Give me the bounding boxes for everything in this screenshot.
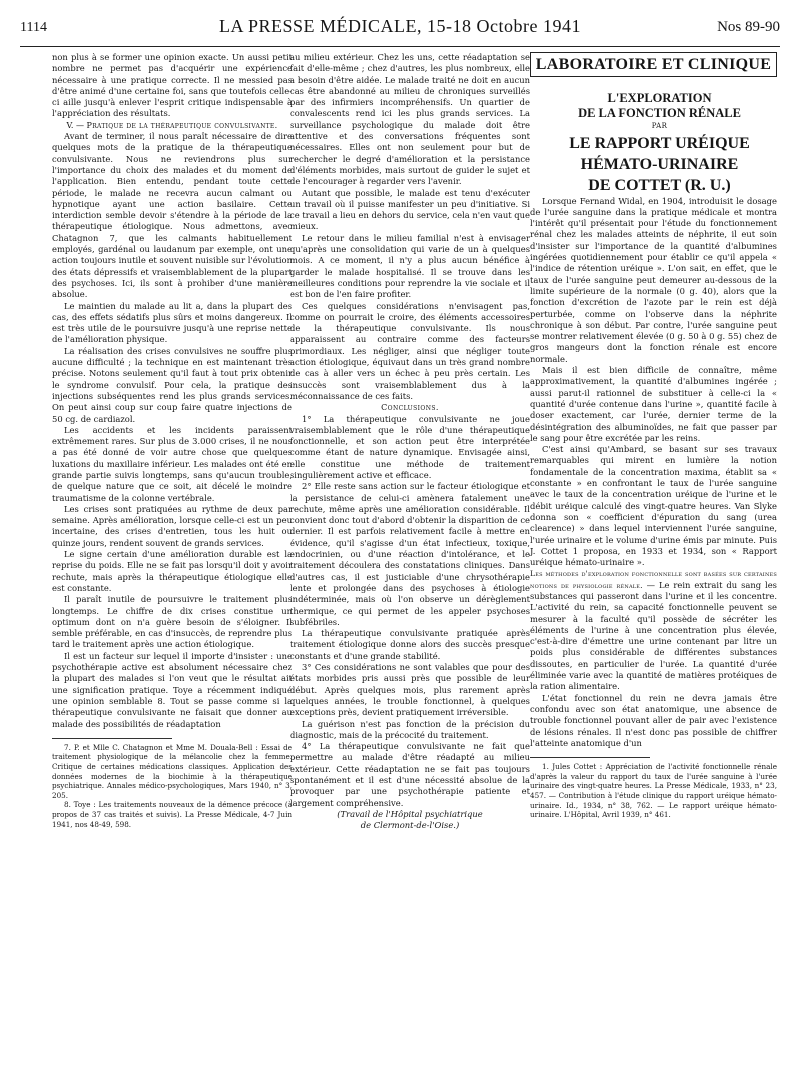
- paragraph: Avant de terminer, il nous paraît nécessaire de dire quelques mots de la pratique de la thérapeutique convulsivante. Nous ne reviendrons plus sur l'importance du choix des malades et du moment de l'application. Bien entendu, pendant toute cette période, le malade ne recevra aucun calmant ou hypnotique ayant une action basilaire. Cette interdiction semble devoir s'étendre à la période de la thérapeutique étiologique. Nous admettons, avec Chatagnon 7, que les calmants habituellement employés, gardénal ou laudanum par exemple, ont une action toujours inutile et souvent nuisible sur l'évolution des états dépressifs et vraisemblablement de la plupart des psychoses. Ici, ils sont à prohiber d'une manière absolue.: [52, 131, 292, 300]
- page-number: 1114: [20, 20, 47, 35]
- article-subtitle: L'EXPLORATION: [607, 91, 712, 106]
- section-banner: LABORATOIRE ET CLINIQUE: [530, 52, 777, 77]
- conclusion-item: 3° Ces considérations ne sont valables que pour des états morbides pris aussi près que possible de leur début. Après quelques mois, plus rarement après quelques années, le trouble fonctionnel, à quelques exceptions près, devient pratiquement irréversible.: [290, 662, 530, 718]
- footnote-8: 8. Toye : Les traitements nouveaux de la démence précoce (à propos de 37 cas traités et suivis). La Presse Médicale, 4-7 Juin 1941, nos 48-49, 598.: [52, 800, 292, 829]
- journal-title: LA PRESSE MÉDICALE, 15-18 Octobre 1941: [219, 16, 581, 36]
- paragraph: Il paraît inutile de poursuivre le traitement plus longtemps. Le chiffre de dix crises constitue un optimum dont on n'a guère besoin de s'éloigner. Il semble préférable, en cas d'insuccès, de reprendre plus tard le traitement après une action étiologique.: [52, 594, 292, 650]
- article-title: DE COTTET (R. U.): [588, 176, 731, 194]
- credit-line: de Clermont-de-l'Oise.): [360, 820, 460, 831]
- paragraph: Il est un facteur sur lequel il importe d'insister : une psychothérapie active est absolument nécessaire chez la plupart des malades si l'on veut que le résultat ait une signification pratique. Toye a récemment indiqué une opinion semblable 8. Tout se passe comme si la thérapeutique convulsivante ne faisait que donner au malade des possibilités de réadaptation: [52, 650, 292, 729]
- conclusion-item: 2° Elle reste sans action sur le facteur étiologique et la persistance de celui-ci amènera fatalement une rechute, même après une amélioration considérable. Il convient donc tout d'abord d'obtenir la disparition de ce dernier. Il est parfois relativement facile à mettre en évidence, qu'il s'agisse d'un état infectieux, toxique, endocrinien, ou d'une réaction d'intolérance, et le traitement découlera des constatations cliniques. Dans d'autres cas, il est justiciable d'une chrysothérapie lente et prolongée dans des psychoses à étiologie indéterminée, mais où l'on observe un dérèglement thermique, ce qui permet de les appeler psychoses subfébriles.: [290, 481, 530, 627]
- paragraph: Ces quelques considérations n'envisagent pas, comme on pourrait le croire, des éléments accessoires de la thérapeutique convulsivante. Ils nous apparaissent au contraire comme des facteurs primordiaux. Les négliger, ainsi que négliger toute action étiologique, équivaut dans un très grand nombre de cas à aller vers un échec à peu près certain. Les insuccès sont vraisemblablement dus à la méconnaissance de ces faits.: [290, 300, 530, 401]
- conclusion-item: La thérapeutique convulsivante pratiquée après traitement étiologique donne alors des succès presque constants et d'une grande stabilité.: [290, 628, 530, 661]
- article-subtitle: DE LA FONCTION RÉNALE: [578, 106, 741, 121]
- column-1: [52, 52, 292, 829]
- paragraph: [530, 568, 777, 692]
- credit-line: (Travail de l'Hôpital psychiatrique: [337, 808, 483, 819]
- paragraph: Le signe certain d'une amélioration durable est la reprise du poids. Elle ne se fait pas lorsqu'il doit y avoir rechute, mais après la thérapeutique étiologique elle est constante.: [52, 549, 292, 593]
- methods-text: — Le rein extrait du sang les substances qui passeront dans l'urine et il les concentre. L'activité du rein, sa capacité fonctionnelle peuvent se mesurer à la faculté qu'il possède de sécréter les éléments de l'urine à une concentration plus élevée, c'est-à-dire d'émettre une urine contenant par litre un poids plus considérable de différentes substances dissoutes, en particulier de l'urée. La quantité d'urée éliminée varie avec la quantité de matières protéiques de la ration alimentaire.: [530, 579, 777, 692]
- conclusion-item: 4° La thérapeutique convulsivante ne fait que permettre au malade d'être réadapté au milieu extérieur. Cette réadaptation ne se fait pas toujours spontanément et il est d'une nécessité absolue de la provoquer par une psychothérapie patiente et largement compréhensive.: [290, 741, 530, 808]
- footnote-divider: [52, 738, 172, 739]
- paragraph: Autant que possible, le malade est tenu d'exécuter un travail où il puisse manifester un peu d'initiative. Si ce travail a lieu en dehors du service, cela n'en vaut que mieux.: [290, 187, 530, 232]
- footnote-1: 1. Jules Cottet : Appréciation de l'activité fonctionnelle rénale d'après la valeur du rapport du taux de l'urée sanguine à l'urée urinaire des vingt-quatre heures. La Presse Médicale, 1933, n° 23, 457. — Contribution à l'étude clinique du rapport uréique hémato-urinaire. Id., 1934, n° 38, 762. — Le rapport uréique hémato-urinaire. L'Hôpital, Avril 1939, n° 461.: [530, 762, 777, 820]
- section-number: V. —: [66, 120, 87, 130]
- paragraph: non plus à se former une opinion exacte. Un aussi petit nombre ne permet pas d'acquérir une expérience nécessaire à une pratique correcte. Il ne messied pas d'être animé d'une certaine foi, sans que toutefois celle-ci aille jusqu'à enlever l'esprit critique indispensable à l'appréciation des résultats.: [52, 52, 292, 119]
- conclusions-heading: Conclusions.: [381, 403, 439, 413]
- header-rule: [20, 46, 780, 47]
- column-2: [290, 52, 530, 831]
- column-3: [530, 52, 777, 820]
- paragraph: au milieu extérieur. Chez les uns, cette réadaptation se fait d'elle-même ; chez d'autres, les plus nombreux, elle a besoin d'être aidée. Le malade traité ne doit en aucun cas être abandonné au milieu de chroniques surveillés par des infirmiers incompréhensifs. Un quartier de convalescents rend ici les plus grands services. La surveillance psychologique du malade doit être attentive et des conversations fréquentes sont nécessaires. Elles ont non seulement pour but de rechercher le degré d'amélioration et la persistance d'éléments morbides, mais surtout de guider le sujet et de l'encourager à regarder vers l'avenir.: [290, 52, 530, 187]
- paragraph: Le maintien du malade au lit a, dans la plupart des cas, des effets sédatifs plus sûrs et moins dangereux. Il est très utile de le poursuivre jusqu'à une reprise nette de l'amélioration physique.: [52, 300, 292, 345]
- article-title: HÉMATO-URINAIRE: [580, 155, 739, 173]
- paragraph: La réalisation des crises convulsives ne souffre plus aucune difficulté ; la technique en est maintenant très précise. Notons seulement qu'il faut à tout prix obtenir le syndrome convulsif. Pour cela, la pratique des injections subséquentes rend les plus grands services. On peut ainsi coup sur coup faire quatre injections de 50 cg. de cardiazol.: [52, 345, 292, 424]
- section-title: Pratique de la thérapeutique convulsivante.: [86, 120, 278, 130]
- paragraph: L'état fonctionnel du rein ne devra jamais être confondu avec son état anatomique, une absence de trouble fonctionnel pouvant aller de pair avec l'existence de lésions rénales. Il n'est donc pas possible de chiffrer l'atteinte anatomique d'un: [530, 692, 777, 748]
- issue-number: Nos 89-90: [717, 19, 780, 35]
- conclusion-item: La guérison n'est pas fonction de la précision du diagnostic, mais de la précocité du traitement.: [290, 718, 530, 740]
- conclusion-item: 1° La thérapeutique convulsivante ne joue vraisemblablement que le rôle d'une thérapeutique fonctionnelle, et son action peut être interprétée comme étant de nature dynamique. Envisagée ainsi, elle constitue une méthode de traitement singulièrement active et efficace.: [290, 413, 530, 480]
- paragraph: Les accidents et les incidents paraissent extrêmement rares. Sur plus de 3.000 crises, il ne nous a pas été donné de voir autre chose que quelques luxations du maxillaire inférieur. Les malades ont été en grande partie suivis longtemps, sans qu'aucun trouble, de quelque nature que ce soit, ait décelé le moindre traumatisme de la colonne vertébrale.: [52, 424, 292, 503]
- methods-heading: Les méthodes d'exploration fonctionnelle sont basées sur certaines notions de physiologie rénale.: [530, 569, 777, 590]
- footnote-7: 7. P. et Mlle C. Chatagnon et Mme M. Douala-Bell : Essai de traitement physiologique de la mélancolie chez la femme. Critique de certaines médications classiques. Application des données modernes de la biochimie à la thérapeutique psychiatrique. Annales médico-psychologiques, Mars 1940, n° 3, 205.: [52, 742, 292, 800]
- footnote-divider: [530, 757, 650, 758]
- page-header: [20, 4, 780, 44]
- paragraph: Lorsque Fernand Widal, en 1904, introduisit le dosage de l'urée sanguine dans la pratique médicale et montra l'intérêt qu'il présentait pour l'étude du fonctionnement rénal chez les malades atteints de néphrite, il eut soin d'insister sur l'importance de la quantité d'albumines ingérées quotidiennement pour établir ce qu'il appela « l'indice de rétention uréique ». L'on sait, en effet, que le taux de l'urée sanguine peut demeurer au-dessous de la limite supérieure de la normale (0 g. 40), alors que la fonction d'excrétion de l'azote par le rein est déjà perturbée, comme on l'observe dans la néphrite chronique à son début. Par contre, l'urée sanguine peut se montrer relativement élevée (0 g. 50 à 0 g. 55) chez de gros mangeurs dont la fonction rénale est encore normale.: [530, 195, 777, 364]
- article-par: PAR: [651, 122, 668, 131]
- article-title: LE RAPPORT URÉIQUE: [569, 134, 750, 152]
- paragraph: Les crises sont pratiquées au rythme de deux par semaine. Après amélioration, lorsque celle-ci est un peu incertaine, des crises d'entretien, tous les huit ou quinze jours, rendent souvent de grands services.: [52, 503, 292, 548]
- paragraph: Mais il est bien difficile de connaître, même approximativement, la quantité d'albumines ingérée ; aussi parut-il rationnel de substituer à celle-ci la « quantité d'urée contenue dans l'urine », quantité facile à doser exactement, car l'urée, dernier terme de la désintégration des albuminoïdes, ne fait que passer par le sang pour être excrétée par les reins.: [530, 365, 777, 443]
- paragraph: C'est ainsi qu'Ambard, se basant sur ses travaux remarquables qui mirent en lumière la notion fondamentale de la concentration maxima, établit sa « constante » en confrontant le taux de l'urée sanguine avec le taux de la concentration uréique de l'urine et le débit uréique calculé des vingt-quatre heures. Van Slyke donna son « coefficient d'épuration du sang (urea clearence) » dans lequel interviennent l'urée sanguine, l'urée urinaire et le volume d'urine émis par minute. Puis J. Cottet 1 proposa, en 1933 et 1934, son « Rapport uréique hémato-urinaire ».: [530, 444, 777, 568]
- section-heading: [52, 120, 292, 131]
- paragraph: Le retour dans le milieu familial n'est à envisager qu'après une consolidation qui varie de un à quelques mois. A ce moment, il n'y a plus aucun bénéfice à garder le malade hospitalisé. Il se trouve dans les meilleures conditions pour reprendre la vie sociale et il est bon de l'en faire profiter.: [290, 232, 530, 300]
